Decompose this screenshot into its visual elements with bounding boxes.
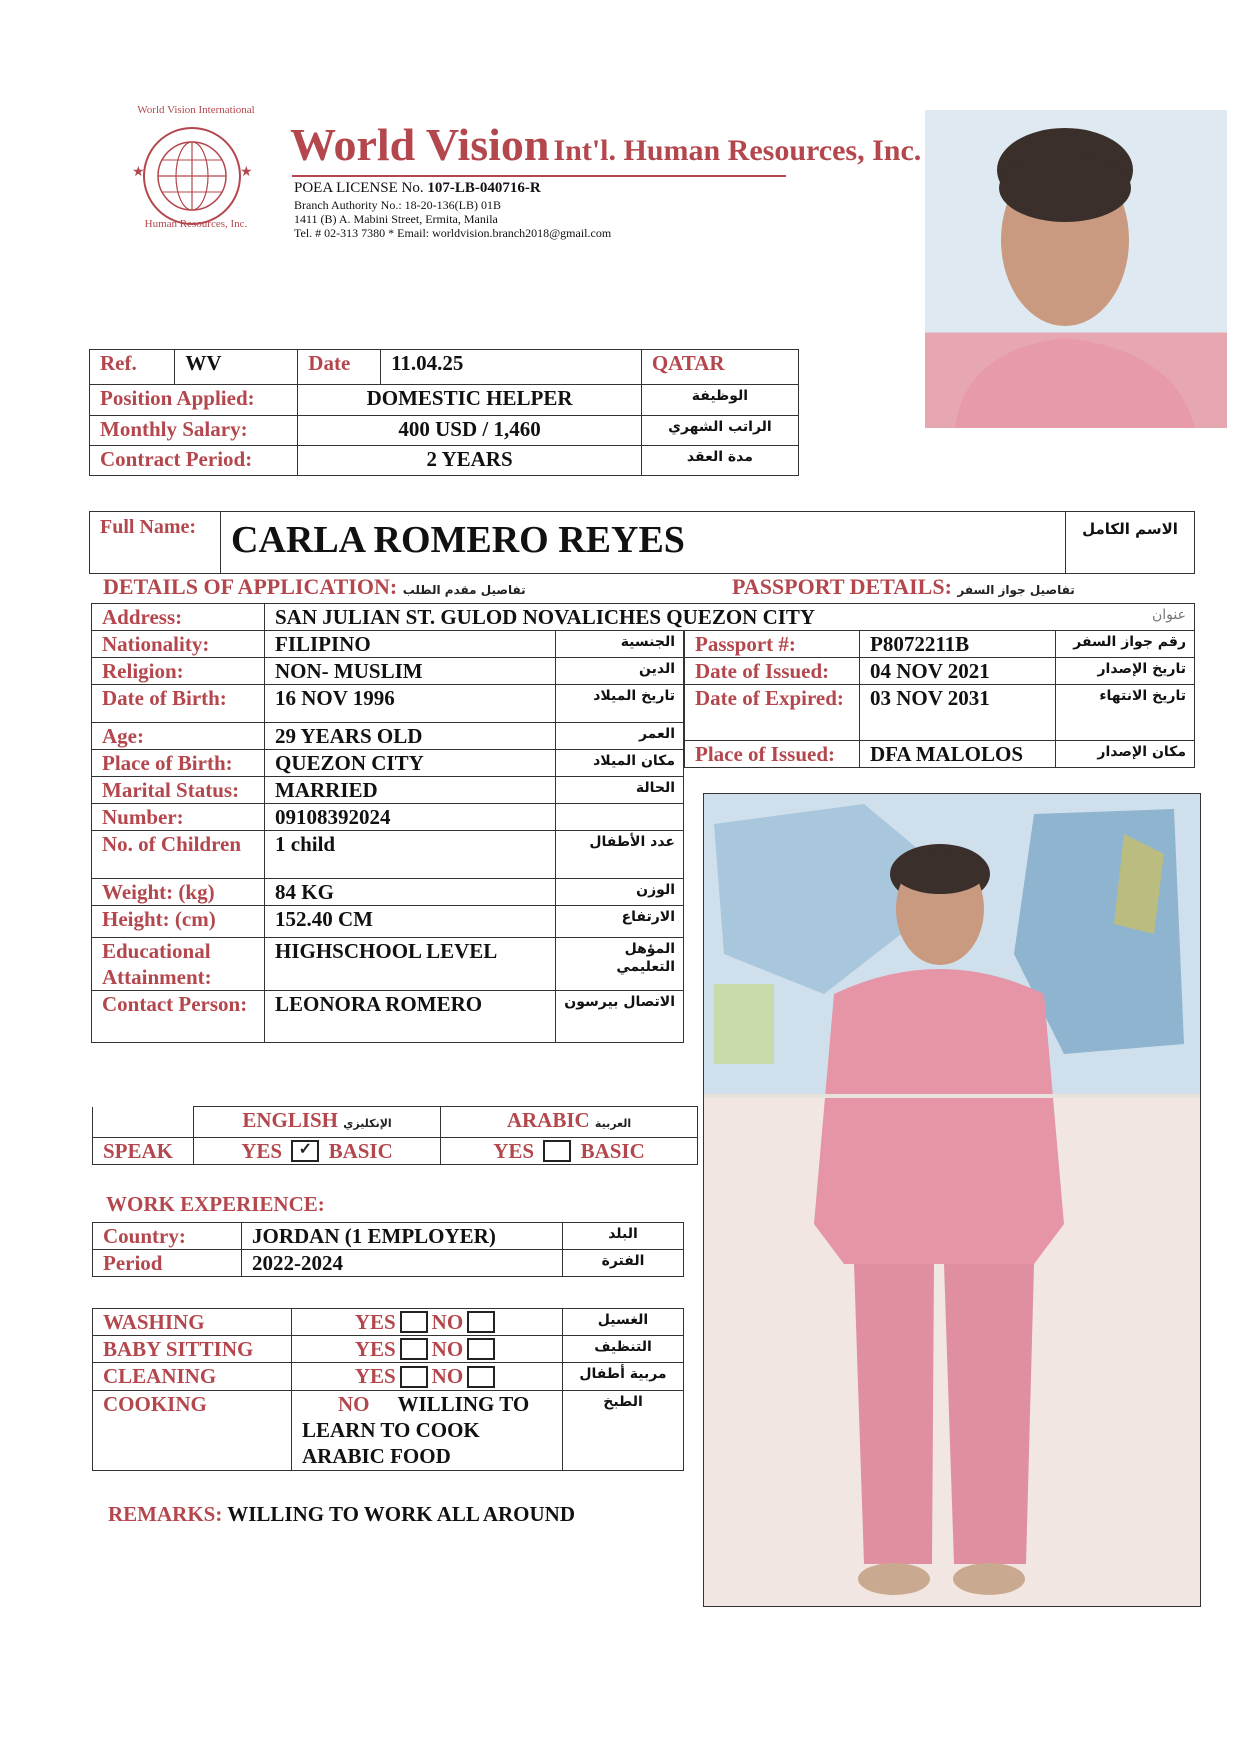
details-ar: مكان الميلاد (556, 750, 684, 777)
skill-row (93, 1336, 684, 1363)
work-country-ar: البلد (563, 1223, 684, 1250)
full-name-label: Full Name: (90, 512, 221, 574)
details-title (103, 574, 526, 600)
passport-ar: تاريخ الإصدار (1056, 658, 1195, 685)
arabic-speak-cell (441, 1138, 698, 1165)
details-row (92, 750, 684, 777)
logo-text-bottom: Human Resources, Inc. (144, 218, 248, 230)
passport-table (684, 630, 1195, 768)
passport-value: DFA MALOLOS (860, 741, 1056, 768)
contract-value: 2 YEARS (298, 446, 642, 476)
position-label: Position Applied: (90, 385, 298, 416)
details-value: HIGHSCHOOL LEVEL (265, 938, 556, 991)
passport-value: 03 NOV 2031 (860, 685, 1056, 741)
skills-table (92, 1308, 684, 1471)
passport-title-text: PASSPORT DETAILS: (732, 574, 952, 599)
details-title-ar: تفاصيل مقدم الطلب (402, 583, 526, 597)
cooking-no: NO (338, 1391, 370, 1416)
english-basic-checkbox[interactable]: ✓ (291, 1140, 319, 1162)
details-label: Weight: (kg) (92, 879, 265, 906)
details-ar: الحالة (556, 777, 684, 804)
work-country-label: Country: (93, 1223, 242, 1250)
details-value: LEONORA ROMERO (265, 991, 556, 1043)
skill-row (93, 1363, 684, 1390)
skill-no-label: NO (431, 1364, 464, 1389)
passport-row (685, 631, 1195, 658)
details-table (91, 630, 684, 1043)
cooking-label: COOKING (93, 1390, 292, 1470)
details-value: 152.40 CM (265, 906, 556, 938)
applicant-portrait-photo (925, 110, 1227, 428)
ref-label: Ref. (90, 350, 175, 385)
passport-ar: مكان الإصدار (1056, 741, 1195, 768)
skill-no-checkbox[interactable] (467, 1311, 495, 1333)
contract-label: Contract Period: (90, 446, 298, 476)
passport-value: P8072211B (860, 631, 1056, 658)
country-qatar: QATAR (641, 350, 798, 385)
work-experience-title: WORK EXPERIENCE: (106, 1192, 325, 1216)
english-basic-label: BASIC (328, 1139, 393, 1163)
name-table (89, 511, 1195, 574)
arabic-basic-label: BASIC (580, 1139, 645, 1163)
skill-options (292, 1363, 563, 1390)
company-address: 1411 (B) A. Mabini Street, Ermita, Manila (294, 212, 498, 226)
details-label: Contact Person: (92, 991, 265, 1043)
work-period-ar: الفترة (563, 1250, 684, 1277)
license-line (294, 180, 541, 197)
passport-row (685, 685, 1195, 741)
speak-label: SPEAK (93, 1138, 194, 1165)
company-name-big: World Vision (290, 119, 550, 170)
details-label: Nationality: (92, 631, 265, 658)
skill-label: CLEANING (93, 1363, 292, 1390)
details-ar: الارتفاع (556, 906, 684, 938)
details-ar: تاريخ الميلاد (556, 685, 684, 723)
details-row (92, 879, 684, 906)
skill-options (292, 1309, 563, 1336)
details-label: No. of Children (92, 831, 265, 879)
work-period-label: Period (93, 1250, 242, 1277)
salary-ar: الراتب الشهري (641, 416, 798, 446)
details-label: Number: (92, 804, 265, 831)
details-ar: المؤهل التعليمي (556, 938, 684, 991)
skill-yes-checkbox[interactable] (400, 1311, 428, 1333)
arabic-ar: العربية (594, 1117, 632, 1130)
address-table (91, 603, 1195, 631)
details-row (92, 777, 684, 804)
skill-options (292, 1336, 563, 1363)
details-value: 1 child (265, 831, 556, 879)
company-contact: Tel. # 02-313 7380 * Email: worldvision.branch2018@gmail.com (294, 226, 612, 240)
work-country-value: JORDAN (1 EMPLOYER) (242, 1223, 563, 1250)
details-row (92, 831, 684, 879)
passport-row (685, 741, 1195, 768)
details-value: NON- MUSLIM (265, 658, 556, 685)
details-row (92, 723, 684, 750)
details-title-text: DETAILS OF APPLICATION: (103, 574, 398, 599)
english-speak-cell (194, 1138, 441, 1165)
details-value: QUEZON CITY (265, 750, 556, 777)
skill-no-label: NO (431, 1337, 464, 1362)
passport-ar: رقم جواز السفر (1056, 631, 1195, 658)
details-row (92, 991, 684, 1043)
details-ar: عدد الأطفال (556, 831, 684, 879)
details-row (92, 906, 684, 938)
salary-label: Monthly Salary: (90, 416, 298, 446)
arabic-header (441, 1107, 698, 1138)
remarks (108, 1502, 575, 1527)
arabic-label: ARABIC (506, 1108, 590, 1132)
details-row (92, 804, 684, 831)
details-label: Age: (92, 723, 265, 750)
remarks-label: REMARKS: (108, 1502, 223, 1526)
contract-ar: مدة العقد (641, 446, 798, 476)
address-ar: عنوان (1068, 604, 1195, 631)
passport-label: Date of Expired: (685, 685, 860, 741)
details-value: 16 NOV 1996 (265, 685, 556, 723)
passport-label: Date of Issued: (685, 658, 860, 685)
date-label: Date (298, 350, 381, 385)
date-value: 11.04.25 (381, 350, 642, 385)
svg-text:★: ★ (132, 165, 145, 180)
skill-yes-checkbox[interactable] (400, 1338, 428, 1360)
details-row (92, 685, 684, 723)
english-header (194, 1107, 441, 1138)
details-label: Educational Attainment: (92, 938, 265, 991)
details-row (92, 631, 684, 658)
passport-value: 04 NOV 2021 (860, 658, 1056, 685)
logo-text-top: World Vision International (137, 104, 255, 116)
skill-ar: التنظيف (563, 1336, 684, 1363)
skill-no-checkbox[interactable] (467, 1366, 495, 1388)
details-value: 29 YEARS OLD (265, 723, 556, 750)
branch-authority: Branch Authority No.: 18-20-136(LB) 01B (294, 198, 501, 212)
work-table (92, 1222, 684, 1277)
address-label: Address: (92, 604, 265, 631)
job-table (89, 349, 799, 476)
work-period-value: 2022-2024 (242, 1250, 563, 1277)
passport-row (685, 658, 1195, 685)
details-value: FILIPINO (265, 631, 556, 658)
details-label: Height: (cm) (92, 906, 265, 938)
details-value: 09108392024 (265, 804, 556, 831)
passport-ar: تاريخ الانتهاء (1056, 685, 1195, 741)
skill-ar: الغسيل (563, 1309, 684, 1336)
svg-text:★: ★ (240, 165, 253, 180)
license-prefix: POEA LICENSE No. (294, 180, 424, 196)
skill-no-checkbox[interactable] (467, 1338, 495, 1360)
position-value: DOMESTIC HELPER (298, 385, 642, 416)
skill-yes-checkbox[interactable] (400, 1366, 428, 1388)
details-ar: الجنسية (556, 631, 684, 658)
details-row (92, 658, 684, 685)
language-table (92, 1106, 698, 1165)
skill-yes-label: YES (354, 1337, 396, 1362)
cooking-note: WILLING TO LEARN TO COOK ARABIC FOOD (302, 1391, 530, 1468)
details-ar: العمر (556, 723, 684, 750)
skill-label: WASHING (93, 1309, 292, 1336)
header-rule (292, 175, 786, 177)
full-name-value: CARLA ROMERO REYES (221, 512, 1066, 574)
passport-label: Place of Issued: (685, 741, 860, 768)
details-label: Date of Birth: (92, 685, 265, 723)
details-label: Place of Birth: (92, 750, 265, 777)
salary-value: 400 USD / 1,460 (298, 416, 642, 446)
details-value: 84 KG (265, 879, 556, 906)
details-value: MARRIED (265, 777, 556, 804)
skill-yes-label: YES (354, 1364, 396, 1389)
skill-label: BABY SITTING (93, 1336, 292, 1363)
address-value: SAN JULIAN ST. GULOD NOVALICHES QUEZON CITY (265, 604, 1069, 631)
license-number: 107-LB-040716-R (427, 180, 541, 196)
details-label: Marital Status: (92, 777, 265, 804)
skill-yes-label: YES (354, 1310, 396, 1334)
applicant-full-body-photo (703, 793, 1201, 1607)
details-row (92, 938, 684, 991)
english-ar: الإنكليزي (343, 1117, 392, 1130)
skill-row (93, 1309, 684, 1336)
full-name-ar: الاسم الكامل (1066, 512, 1195, 574)
ref-value: WV (175, 350, 298, 385)
remarks-value: WILLING TO WORK ALL AROUND (227, 1502, 575, 1526)
company-name (290, 118, 921, 171)
english-label: ENGLISH (242, 1108, 339, 1132)
arabic-yes-label: YES (493, 1139, 535, 1163)
skill-no-label: NO (431, 1310, 464, 1334)
passport-title-ar: تفاصيل جواز السفر (957, 583, 1075, 597)
details-ar: الدين (556, 658, 684, 685)
details-ar (556, 804, 684, 831)
cooking-cell (292, 1390, 563, 1470)
details-label: Religion: (92, 658, 265, 685)
passport-title (732, 574, 1075, 600)
details-ar: الاتصال بيرسون (556, 991, 684, 1043)
english-yes-label: YES (241, 1139, 283, 1163)
company-name-small: Int'l. Human Resources, Inc. (553, 134, 922, 167)
cooking-ar: الطبخ (563, 1390, 684, 1470)
position-ar: الوظيفة (641, 385, 798, 416)
arabic-basic-checkbox[interactable] (543, 1140, 571, 1162)
skill-ar: مربية أطفال (563, 1363, 684, 1390)
passport-label: Passport #: (685, 631, 860, 658)
details-ar: الوزن (556, 879, 684, 906)
